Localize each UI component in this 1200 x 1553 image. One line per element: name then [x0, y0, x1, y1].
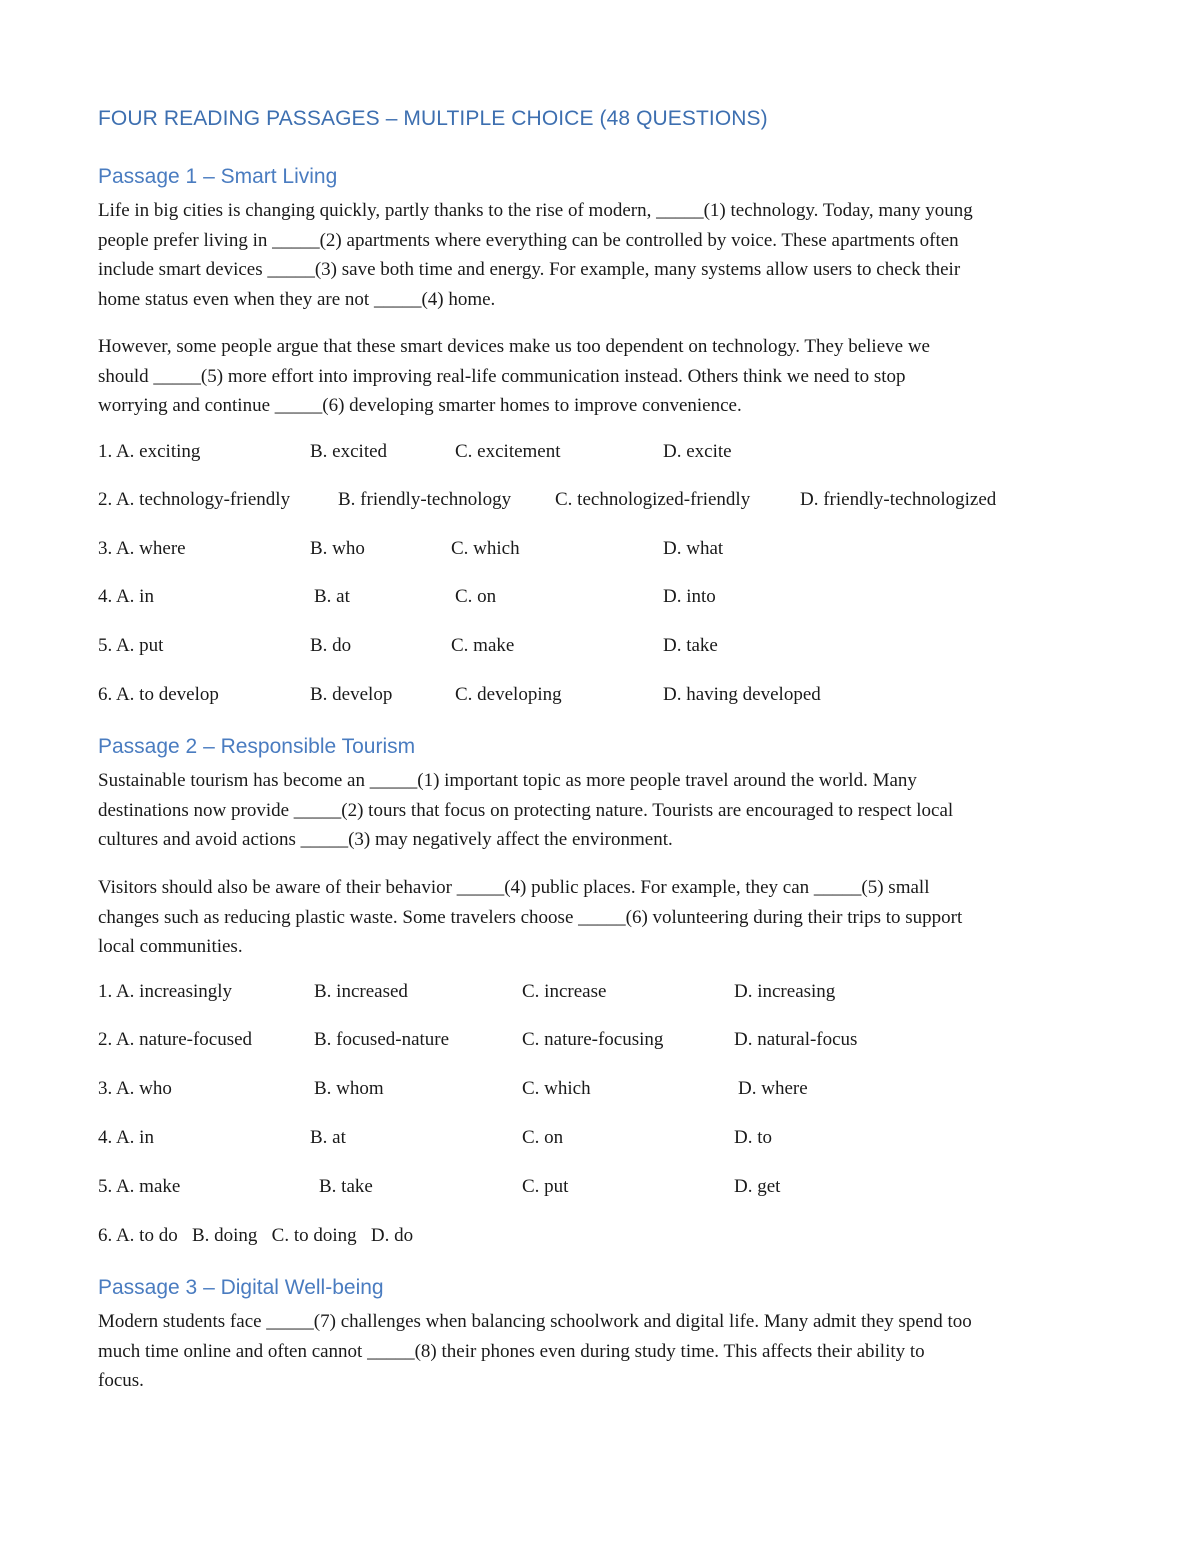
option-c: C. excitement	[455, 441, 561, 462]
option-c: C. developing	[455, 684, 562, 705]
option-a: 5. A. put	[98, 635, 164, 656]
option-b: B. who	[310, 538, 365, 559]
paragraph-line: much time online and often cannot _____(8) their phones even during study time. This affects their ability to	[98, 1340, 925, 1362]
option-d: D. get	[734, 1176, 781, 1197]
option-c: C. nature-focusing	[522, 1029, 664, 1050]
option-d: D. take	[663, 635, 718, 656]
paragraph-line: should _____(5) more effort into improving real-life communication instead. Others think we need to stop	[98, 365, 906, 387]
option-a: 1. A. exciting	[98, 441, 201, 462]
passage-2-question-3	[98, 1078, 1148, 1104]
paragraph-line: cultures and avoid actions _____(3) may negatively affect the environment.	[98, 829, 673, 850]
passage-1-question-1	[98, 441, 1148, 467]
option-c: C. put	[522, 1176, 569, 1197]
option-b: B. at	[314, 586, 350, 607]
option-c: C. which	[522, 1078, 591, 1099]
passage-2-question-1	[98, 981, 1148, 1007]
passage-1-question-6	[98, 684, 1148, 710]
paragraph-line: Modern students face _____(7) challenges when balancing schoolwork and digital life. Many admit they spend too	[98, 1311, 972, 1332]
option-d: D. natural-focus	[734, 1029, 858, 1050]
option-c: C. on	[455, 586, 497, 607]
passage-1-paragraph-1	[98, 196, 1148, 314]
option-d: D. increasing	[734, 981, 836, 1002]
passage-2-question-6: 6. A. to do B. doing C. to doing D. do	[98, 1225, 414, 1246]
option-b: B. develop	[310, 684, 393, 705]
passage-1-heading: Passage 1 – Smart Living	[98, 165, 338, 188]
option-a: 5. A. make	[98, 1176, 181, 1197]
passage-3-heading: Passage 3 – Digital Well-being	[98, 1276, 384, 1299]
passage-1-question-4	[98, 586, 1148, 612]
passage-1-paragraph-2	[98, 332, 1148, 421]
option-a: 6. A. to develop	[98, 684, 219, 705]
option-d: D. what	[663, 538, 724, 559]
paragraph-line: local communities.	[98, 936, 243, 957]
paragraph-line: people prefer living in _____(2) apartments where everything can be controlled by voice. These apartments often	[98, 229, 959, 251]
option-d: D. excite	[663, 441, 732, 462]
paragraph-line: home status even when they are not _____(4) home.	[98, 288, 496, 310]
paragraph-line: include smart devices _____(3) save both time and energy. For example, many systems allow users to check their	[98, 259, 961, 280]
paragraph-line: Visitors should also be aware of their behavior _____(4) public places. For example, they can _____(5) small	[98, 877, 930, 898]
passage-2-question-5	[98, 1176, 1148, 1202]
passage-2-question-2	[98, 1029, 1148, 1055]
option-d: D. to	[734, 1127, 772, 1148]
option-a: 2. A. technology-friendly	[98, 489, 291, 510]
option-c: C. on	[522, 1127, 564, 1148]
paragraph-line: worrying and continue _____(6) developing smarter homes to improve convenience.	[98, 395, 742, 416]
passage-1-question-2	[98, 489, 1148, 515]
paragraph-line: However, some people argue that these smart devices make us too dependent on technology. They believe we	[98, 336, 930, 357]
option-d: D. having developed	[663, 684, 821, 705]
option-a: 3. A. who	[98, 1078, 172, 1099]
option-c: C. technologized-friendly	[555, 489, 751, 510]
option-c: C. increase	[522, 981, 607, 1002]
paragraph-line: focus.	[98, 1370, 144, 1391]
option-c: C. make	[451, 635, 515, 656]
document-title: FOUR READING PASSAGES – MULTIPLE CHOICE (48 QUESTIONS)	[98, 107, 768, 130]
passage-2-question-4	[98, 1127, 1148, 1153]
option-b: B. excited	[310, 441, 388, 462]
passage-2-paragraph-2	[98, 873, 1148, 962]
option-b: B. focused-nature	[314, 1029, 450, 1050]
paragraph-line: changes such as reducing plastic waste. Some travelers choose _____(6) volunteering during their trips to support	[98, 906, 963, 928]
passage-2-paragraph-1	[98, 766, 1148, 855]
option-d: D. into	[663, 586, 716, 607]
option-b: B. take	[319, 1176, 373, 1197]
paragraph-line: Sustainable tourism has become an _____(1) important topic as more people travel around the world. Many	[98, 770, 917, 791]
passage-3-paragraph-1	[98, 1307, 1148, 1396]
passage-2-heading: Passage 2 – Responsible Tourism	[98, 735, 416, 758]
option-b: B. do	[310, 635, 352, 656]
option-a: 3. A. where	[98, 538, 186, 559]
option-a: 2. A. nature-focused	[98, 1029, 253, 1050]
option-d: D. where	[738, 1078, 808, 1099]
passage-1-question-5	[98, 635, 1148, 661]
option-c: C. which	[451, 538, 520, 559]
option-b: B. whom	[314, 1078, 384, 1099]
option-a: 4. A. in	[98, 586, 154, 607]
paragraph-line: destinations now provide _____(2) tours that focus on protecting nature. Tourists are encouraged to respect local	[98, 799, 954, 821]
option-d: D. friendly-technologized	[800, 489, 997, 510]
option-b: B. friendly-technology	[338, 489, 512, 510]
option-a: 1. A. increasingly	[98, 981, 233, 1002]
paragraph-line: Life in big cities is changing quickly, partly thanks to the rise of modern, _____(1) technology. Today, many young	[98, 200, 973, 221]
option-b: B. at	[310, 1127, 346, 1148]
option-b: B. increased	[314, 981, 408, 1002]
option-a: 4. A. in	[98, 1127, 154, 1148]
passage-1-question-3	[98, 538, 1148, 564]
